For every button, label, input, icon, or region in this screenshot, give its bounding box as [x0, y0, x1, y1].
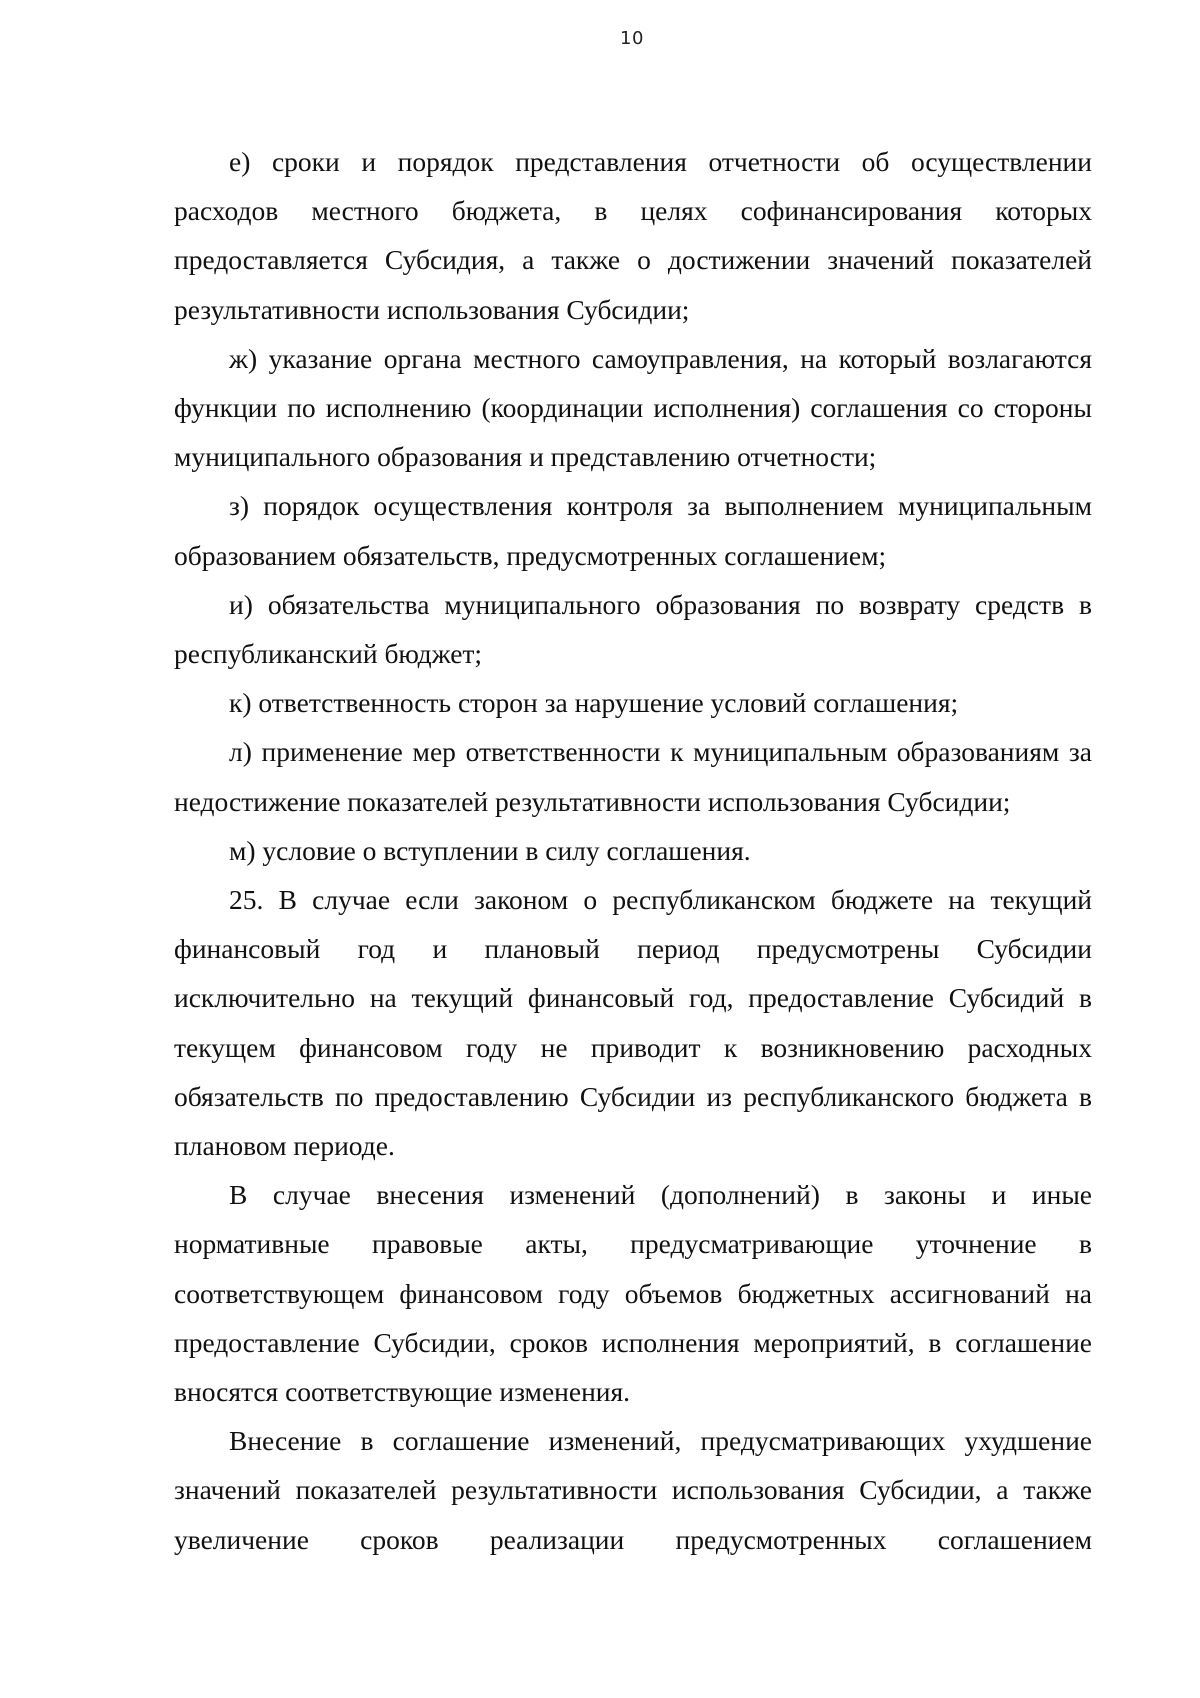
- paragraph-changes: В случае внесения изменений (дополнений) в законы и иные нормативные правовые акты, предусматривающие уточнение в соответствующем финансовом году объемов бюджетных ассигнований на предоставление Субсидии, сроков исполнения мероприятий, в соглашение вносятся соответствующие изменения.: [174, 1179, 1092, 1408]
- paragraph-l: л) применение мер ответственности к муниципальным образованиям за недостижение показателей результативности использования Субсидии;: [174, 736, 1092, 817]
- document-body: [174, 137, 1092, 1564]
- paragraph-k: к) ответственность сторон за нарушение условий соглашения;: [229, 687, 959, 719]
- paragraph-e: е) сроки и порядок представления отчетности об осуществлении расходов местного бюджета, в целях софинансирования которых предоставляется Субсидия, а также о достижении значений показателей результативности использования Субсидии;: [174, 146, 1092, 325]
- paragraph-zh: ж) указание органа местного самоуправления, на который возлагаются функции по исполнению (координации исполнения) соглашения со стороны муниципального образования и представлению отчетности;: [174, 342, 1092, 473]
- paragraph-m: м) условие о вступлении в силу соглашения.: [229, 834, 751, 866]
- paragraph-25: 25. В случае если законом о республиканском бюджете на текущий финансовый год и плановый период предусмотрены Субсидии исключительно на текущий финансовый год, предоставление Субсидий в текущем финансовом году не приводит к возникновению расходных обязательств по предоставлению Субсидии из республиканского бюджета в плановом периоде.: [174, 884, 1092, 1162]
- paragraph-z: з) порядок осуществления контроля за выполнением муниципальным образованием обязательств, предусмотренных соглашением;: [174, 490, 1092, 571]
- paragraph-i: и) обязательства муниципального образования по возврату средств в республиканский бюджет;: [174, 588, 1092, 670]
- page-number: 10: [620, 28, 644, 49]
- paragraph-amendments: Внесение в соглашение изменений, предусматривающих ухудшение значений показателей результативности использования Субсидии, а также увеличение сроков реализации предусмотренных соглашением: [174, 1425, 1092, 1555]
